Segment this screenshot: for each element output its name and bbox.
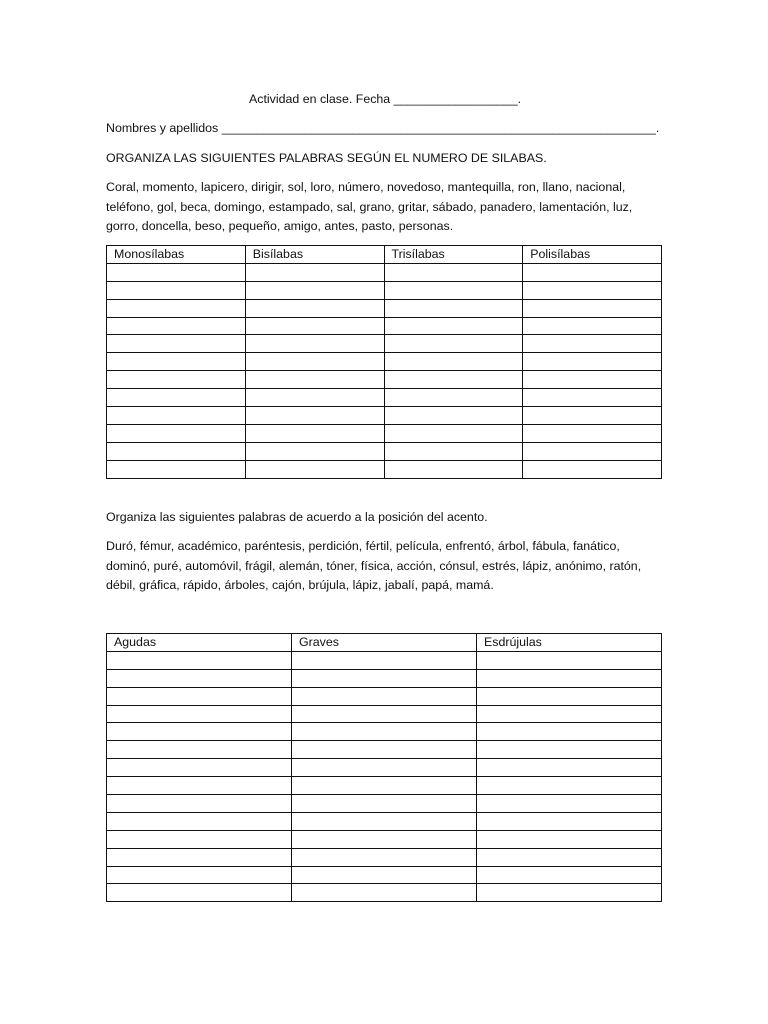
answer-cell[interactable] xyxy=(245,371,384,389)
answer-cell[interactable] xyxy=(245,335,384,353)
answer-cell[interactable] xyxy=(477,795,662,813)
answer-cell[interactable] xyxy=(477,830,662,848)
answer-cell[interactable] xyxy=(107,866,292,884)
answer-cell[interactable] xyxy=(384,317,523,335)
column-header-trisilabas: Trisílabas xyxy=(384,246,523,264)
answer-cell[interactable] xyxy=(477,884,662,902)
answer-cell[interactable] xyxy=(384,281,523,299)
activity-title: Actividad en clase. Fecha __________________. xyxy=(249,92,522,106)
accent-instruction: Organiza las siguientes palabras de acuerdo a la posición del acento. xyxy=(106,510,488,524)
answer-cell[interactable] xyxy=(292,741,477,759)
table-row xyxy=(107,669,662,687)
answer-cell[interactable] xyxy=(292,669,477,687)
answer-cell[interactable] xyxy=(107,687,292,705)
answer-cell[interactable] xyxy=(107,812,292,830)
answer-cell[interactable] xyxy=(245,442,384,460)
answer-cell[interactable] xyxy=(107,407,246,425)
answer-cell[interactable] xyxy=(107,741,292,759)
answer-cell[interactable] xyxy=(292,795,477,813)
syllable-word-list xyxy=(106,178,666,237)
answer-cell[interactable] xyxy=(523,460,662,478)
syllable-table-body xyxy=(107,263,662,478)
column-header-monosilabas: Monosílabas xyxy=(107,246,246,264)
answer-cell[interactable] xyxy=(523,281,662,299)
answer-cell[interactable] xyxy=(523,442,662,460)
table-row xyxy=(107,424,662,442)
answer-cell[interactable] xyxy=(384,460,523,478)
answer-cell[interactable] xyxy=(477,669,662,687)
answer-cell[interactable] xyxy=(245,263,384,281)
table-row xyxy=(107,442,662,460)
accent-table-header-row xyxy=(107,634,662,652)
accent-words-line: Duró, fémur, académico, paréntesis, perdición, fértil, película, enfrentó, árbol, fábula, fanático, xyxy=(106,539,620,553)
answer-cell[interactable] xyxy=(477,812,662,830)
answer-cell[interactable] xyxy=(292,866,477,884)
answer-cell[interactable] xyxy=(523,407,662,425)
answer-cell[interactable] xyxy=(292,687,477,705)
answer-cell[interactable] xyxy=(384,335,523,353)
answer-cell[interactable] xyxy=(245,460,384,478)
table-row xyxy=(107,335,662,353)
answer-cell[interactable] xyxy=(107,651,292,669)
answer-cell[interactable] xyxy=(384,263,523,281)
answer-cell[interactable] xyxy=(107,705,292,723)
answer-cell[interactable] xyxy=(292,884,477,902)
answer-cell[interactable] xyxy=(292,651,477,669)
table-row xyxy=(107,723,662,741)
answer-cell[interactable] xyxy=(477,651,662,669)
answer-cell[interactable] xyxy=(107,830,292,848)
accent-table-body xyxy=(107,651,662,901)
answer-cell[interactable] xyxy=(292,759,477,777)
answer-cell[interactable] xyxy=(477,741,662,759)
answer-cell[interactable] xyxy=(477,866,662,884)
answer-cell[interactable] xyxy=(107,777,292,795)
answer-cell[interactable] xyxy=(477,723,662,741)
answer-cell[interactable] xyxy=(107,317,246,335)
answer-cell[interactable] xyxy=(523,299,662,317)
answer-cell[interactable] xyxy=(107,759,292,777)
table-row xyxy=(107,353,662,371)
accent-word-list xyxy=(106,537,666,596)
column-header-bisilabas: Bisílabas xyxy=(245,246,384,264)
table-row xyxy=(107,741,662,759)
answer-cell[interactable] xyxy=(384,389,523,407)
answer-cell[interactable] xyxy=(107,460,246,478)
answer-cell[interactable] xyxy=(245,407,384,425)
answer-cell[interactable] xyxy=(384,353,523,371)
column-header-esdrujulas: Esdrújulas xyxy=(477,634,662,652)
table-row xyxy=(107,371,662,389)
answer-cell[interactable] xyxy=(245,424,384,442)
table-row xyxy=(107,299,662,317)
table-row xyxy=(107,317,662,335)
answer-cell[interactable] xyxy=(107,299,246,317)
answer-cell[interactable] xyxy=(107,389,246,407)
answer-cell[interactable] xyxy=(384,407,523,425)
answer-cell[interactable] xyxy=(477,777,662,795)
answer-cell[interactable] xyxy=(292,777,477,795)
answer-cell[interactable] xyxy=(107,669,292,687)
answer-cell[interactable] xyxy=(292,723,477,741)
answer-cell[interactable] xyxy=(107,371,246,389)
answer-cell[interactable] xyxy=(523,389,662,407)
answer-cell[interactable] xyxy=(107,424,246,442)
table-row xyxy=(107,795,662,813)
accent-words-line: dominó, puré, automóvil, frágil, alemán, tóner, física, acción, cónsul, estrés, lápiz, anónimo, ratón, xyxy=(106,558,642,573)
answer-cell[interactable] xyxy=(107,442,246,460)
table-row xyxy=(107,460,662,478)
answer-cell[interactable] xyxy=(292,705,477,723)
answer-cell[interactable] xyxy=(523,335,662,353)
answer-cell[interactable] xyxy=(245,299,384,317)
answer-cell[interactable] xyxy=(523,353,662,371)
answer-cell[interactable] xyxy=(523,424,662,442)
name-field-line[interactable]: Nombres y apellidos _______________________________________________________________. xyxy=(106,121,660,135)
answer-cell[interactable] xyxy=(245,353,384,371)
answer-cell[interactable] xyxy=(384,424,523,442)
accent-words-line: débil, gráfica, rápido, árboles, cajón, brújula, lápiz, jabalí, papá, mamá. xyxy=(106,578,494,592)
table-row xyxy=(107,884,662,902)
answer-cell[interactable] xyxy=(107,263,246,281)
answer-cell[interactable] xyxy=(107,795,292,813)
table-row xyxy=(107,866,662,884)
syllable-words-line: Coral, momento, lapicero, dirigir, sol, loro, número, novedoso, mantequilla, ron, llano, nacional, xyxy=(106,180,626,194)
answer-cell[interactable] xyxy=(477,705,662,723)
answer-cell[interactable] xyxy=(107,884,292,902)
table-row xyxy=(107,281,662,299)
answer-cell[interactable] xyxy=(477,687,662,705)
answer-cell[interactable] xyxy=(384,299,523,317)
syllable-table xyxy=(106,245,662,479)
syllable-words-line: gorro, doncella, beso, pequeño, amigo, antes, pasto, personas. xyxy=(106,219,454,233)
syllable-words-line: teléfono, gol, beca, domingo, estampado, sal, grano, gritar, sábado, panadero, lamentación, luz, xyxy=(106,199,633,214)
table-row xyxy=(107,389,662,407)
answer-cell[interactable] xyxy=(107,848,292,866)
table-row xyxy=(107,759,662,777)
answer-cell[interactable] xyxy=(292,812,477,830)
table-row xyxy=(107,687,662,705)
column-header-agudas: Agudas xyxy=(107,634,292,652)
table-row xyxy=(107,848,662,866)
table-row xyxy=(107,407,662,425)
answer-cell[interactable] xyxy=(523,317,662,335)
answer-cell[interactable] xyxy=(477,759,662,777)
answer-cell[interactable] xyxy=(292,848,477,866)
syllable-instruction: ORGANIZA LAS SIGUIENTES PALABRAS SEGÚN EL NUMERO DE SILABAS. xyxy=(106,151,547,165)
answer-cell[interactable] xyxy=(245,389,384,407)
answer-cell[interactable] xyxy=(107,335,246,353)
answer-cell[interactable] xyxy=(107,723,292,741)
answer-cell[interactable] xyxy=(292,830,477,848)
table-row xyxy=(107,830,662,848)
answer-cell[interactable] xyxy=(245,281,384,299)
table-row xyxy=(107,263,662,281)
answer-cell[interactable] xyxy=(107,281,246,299)
table-row xyxy=(107,812,662,830)
answer-cell[interactable] xyxy=(384,442,523,460)
syllable-table-header-row xyxy=(107,246,662,264)
answer-cell[interactable] xyxy=(107,353,246,371)
answer-cell[interactable] xyxy=(384,371,523,389)
answer-cell[interactable] xyxy=(477,848,662,866)
accent-table xyxy=(106,633,662,902)
answer-cell[interactable] xyxy=(245,317,384,335)
table-row xyxy=(107,705,662,723)
answer-cell[interactable] xyxy=(523,371,662,389)
column-header-polisilabas: Polisílabas xyxy=(523,246,662,264)
column-header-graves: Graves xyxy=(292,634,477,652)
answer-cell[interactable] xyxy=(523,263,662,281)
table-row xyxy=(107,777,662,795)
table-row xyxy=(107,651,662,669)
